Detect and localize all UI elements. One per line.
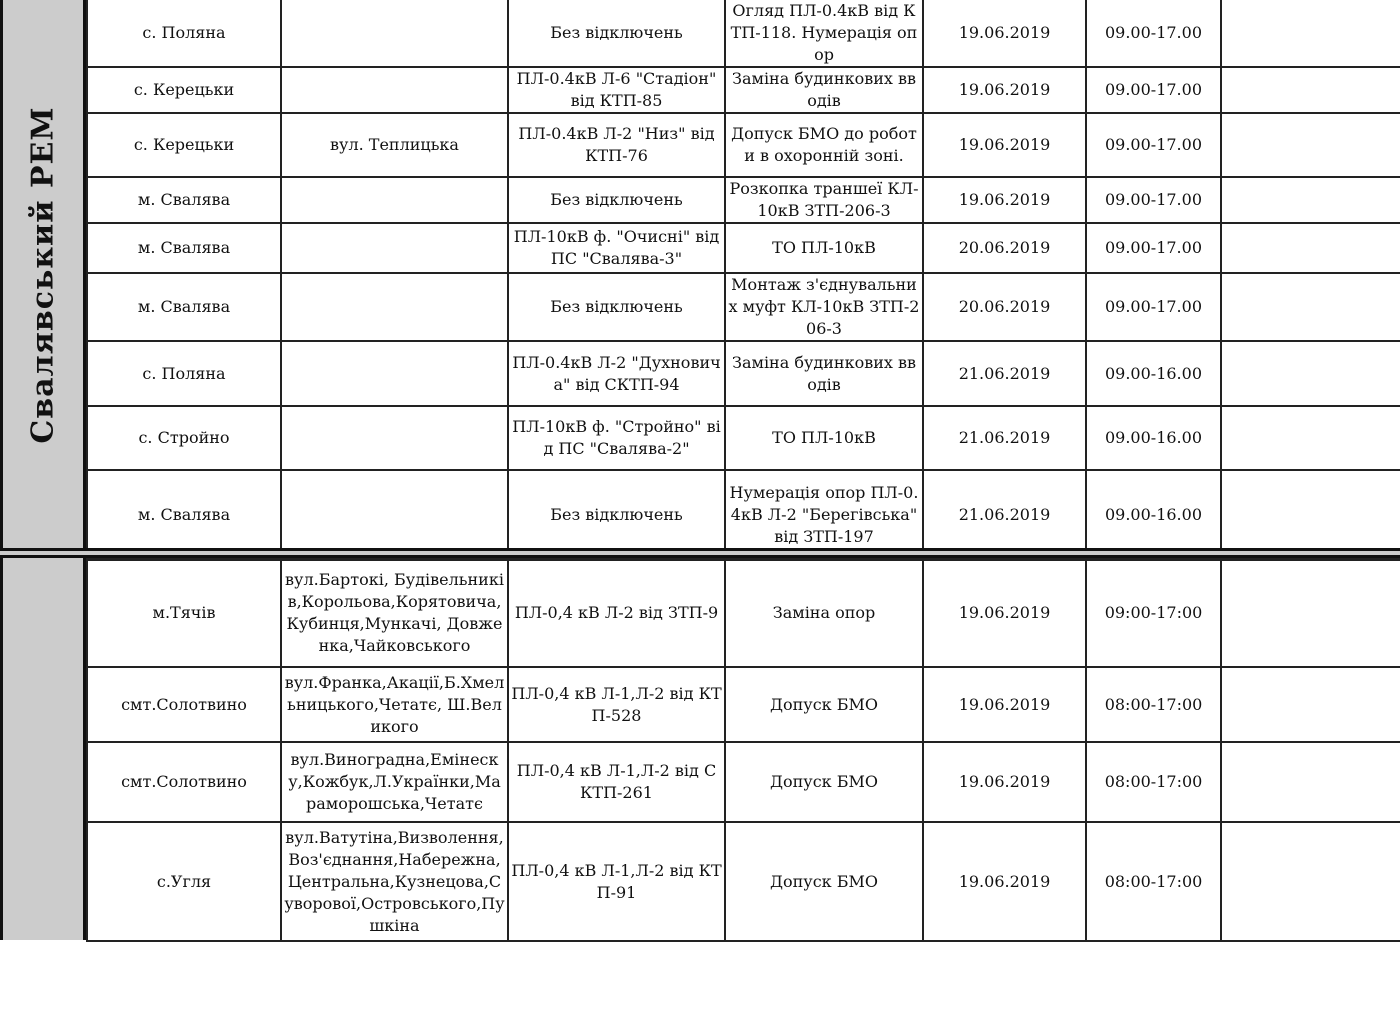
streets-cell: вул.Бартокі, Будівельників,Корольова,Корятовича, Кубинця,Мункачі, Довженка,Чайковського [281, 559, 508, 667]
streets-cell: вул.Ватутіна,Визволення,Воз'єднання,Набережна,Центральна,Кузнецова,Суворової,Островського,Пушкіна [281, 822, 508, 941]
date-cell: 19.06.2019 [923, 667, 1086, 742]
streets-cell: вул.Виноградна,Емінеску,Кожбук,Л.Українки,Мараморошська,Четатє [281, 742, 508, 822]
table-row [87, 177, 1400, 223]
time-cell: 09.00-17.00 [1086, 273, 1221, 341]
table-row [87, 559, 1400, 667]
time-cell: 09.00-17.00 [1086, 113, 1221, 177]
locality-cell: с. Поляна [87, 341, 281, 406]
table-row [87, 406, 1400, 470]
date-cell: 21.06.2019 [923, 341, 1086, 406]
work-type-cell: Заміна будинкових вводів [725, 341, 923, 406]
note-cell [1221, 113, 1400, 177]
date-cell: 19.06.2019 [923, 559, 1086, 667]
region-column [0, 0, 86, 550]
table-row [87, 67, 1400, 113]
work-type-cell: ТО ПЛ-10кВ [725, 223, 923, 273]
locality-cell: с. Керецьки [87, 67, 281, 113]
work-type-cell: Допуск БМО [725, 667, 923, 742]
date-cell: 21.06.2019 [923, 470, 1086, 560]
work-type-cell: ТО ПЛ-10кВ [725, 406, 923, 470]
power-line-cell: Без відключень [508, 470, 725, 560]
note-cell [1221, 341, 1400, 406]
streets-cell [281, 0, 508, 67]
work-type-cell: Допуск БМО [725, 742, 923, 822]
locality-cell: с. Керецьки [87, 113, 281, 177]
power-line-cell: ПЛ-0.4кВ Л-2 "Низ" від КТП-76 [508, 113, 725, 177]
work-type-cell: Огляд ПЛ-0.4кВ від КТП-118. Нумерація опор [725, 0, 923, 67]
note-cell [1221, 177, 1400, 223]
work-type-cell: Нумерація опор ПЛ-0.4кВ Л-2 "Берегівська" від ЗТП-197 [725, 470, 923, 560]
date-cell: 19.06.2019 [923, 822, 1086, 941]
region-label: Свалявський РЕМ [25, 106, 61, 444]
time-cell: 09.00-17.00 [1086, 67, 1221, 113]
time-cell: 09.00-16.00 [1086, 406, 1221, 470]
table-row [87, 113, 1400, 177]
note-cell [1221, 406, 1400, 470]
region-column [0, 558, 86, 940]
locality-cell: м. Свалява [87, 223, 281, 273]
locality-cell: м. Свалява [87, 177, 281, 223]
date-cell: 19.06.2019 [923, 177, 1086, 223]
work-type-cell: Заміна опор [725, 559, 923, 667]
time-cell: 09.00-17.00 [1086, 223, 1221, 273]
work-type-cell: Допуск БМО [725, 822, 923, 941]
power-line-cell: ПЛ-10кВ ф. "Стройно" від ПС "Свалява-2" [508, 406, 725, 470]
note-cell [1221, 273, 1400, 341]
locality-cell: м.Тячів [87, 559, 281, 667]
date-cell: 21.06.2019 [923, 406, 1086, 470]
table-row [87, 667, 1400, 742]
note-cell [1221, 223, 1400, 273]
power-line-cell: ПЛ-0,4 кВ Л-1,Л-2 від СКТП-261 [508, 742, 725, 822]
power-line-cell: ПЛ-0.4кВ Л-6 "Стадіон" від КТП-85 [508, 67, 725, 113]
date-cell: 19.06.2019 [923, 742, 1086, 822]
time-cell: 09.00-17.00 [1086, 0, 1221, 67]
note-cell [1221, 0, 1400, 67]
note-cell [1221, 742, 1400, 822]
date-cell: 19.06.2019 [923, 67, 1086, 113]
note-cell [1221, 667, 1400, 742]
note-cell [1221, 559, 1400, 667]
date-cell: 19.06.2019 [923, 0, 1086, 67]
date-cell: 19.06.2019 [923, 113, 1086, 177]
table-row [87, 742, 1400, 822]
streets-cell: вул. Теплицька [281, 113, 508, 177]
locality-cell: с. Поляна [87, 0, 281, 67]
outage-table [86, 0, 1400, 561]
date-cell: 20.06.2019 [923, 223, 1086, 273]
streets-cell [281, 177, 508, 223]
table-row [87, 223, 1400, 273]
locality-cell: с. Стройно [87, 406, 281, 470]
power-line-cell: ПЛ-0.4кВ Л-2 "Духновича" від СКТП-94 [508, 341, 725, 406]
locality-cell: м. Свалява [87, 273, 281, 341]
time-cell: 08:00-17:00 [1086, 822, 1221, 941]
note-cell [1221, 470, 1400, 560]
time-cell: 08:00-17:00 [1086, 742, 1221, 822]
table-row [87, 341, 1400, 406]
work-type-cell: Заміна будинкових вводів [725, 67, 923, 113]
streets-cell [281, 67, 508, 113]
power-line-cell: ПЛ-0,4 кВ Л-2 від ЗТП-9 [508, 559, 725, 667]
work-type-cell: Допуск БМО до роботи в охоронній зоні. [725, 113, 923, 177]
table-row [87, 822, 1400, 941]
time-cell: 09.00-16.00 [1086, 341, 1221, 406]
note-cell [1221, 67, 1400, 113]
locality-cell: м. Свалява [87, 470, 281, 560]
time-cell: 09.00-16.00 [1086, 470, 1221, 560]
streets-cell: вул.Франка,Акації,Б.Хмельницького,Четатє, Ш.Великого [281, 667, 508, 742]
work-type-cell: Розкопка траншеї КЛ-10кВ ЗТП-206-3 [725, 177, 923, 223]
locality-cell: смт.Солотвино [87, 667, 281, 742]
table-row [87, 470, 1400, 560]
date-cell: 20.06.2019 [923, 273, 1086, 341]
work-type-cell: Монтаж з'єднувальних муфт КЛ-10кВ ЗТП-206-3 [725, 273, 923, 341]
locality-cell: смт.Солотвино [87, 742, 281, 822]
power-line-cell: ПЛ-10кВ ф. "Очисні" від ПС "Свалява-3" [508, 223, 725, 273]
time-cell: 09:00-17:00 [1086, 559, 1221, 667]
streets-cell [281, 273, 508, 341]
time-cell: 08:00-17:00 [1086, 667, 1221, 742]
power-line-cell: ПЛ-0,4 кВ Л-1,Л-2 від КТП-91 [508, 822, 725, 941]
power-line-cell: Без відключень [508, 0, 725, 67]
locality-cell: с.Угля [87, 822, 281, 941]
power-line-cell: ПЛ-0,4 кВ Л-1,Л-2 від КТП-528 [508, 667, 725, 742]
power-line-cell: Без відключень [508, 177, 725, 223]
streets-cell [281, 406, 508, 470]
section-divider [0, 548, 1400, 558]
streets-cell [281, 341, 508, 406]
power-line-cell: Без відключень [508, 273, 725, 341]
streets-cell [281, 470, 508, 560]
note-cell [1221, 822, 1400, 941]
outage-table [86, 558, 1400, 942]
section-tiachiv [0, 558, 1400, 940]
time-cell: 09.00-17.00 [1086, 177, 1221, 223]
table-row [87, 0, 1400, 67]
table-row [87, 273, 1400, 341]
streets-cell [281, 223, 508, 273]
